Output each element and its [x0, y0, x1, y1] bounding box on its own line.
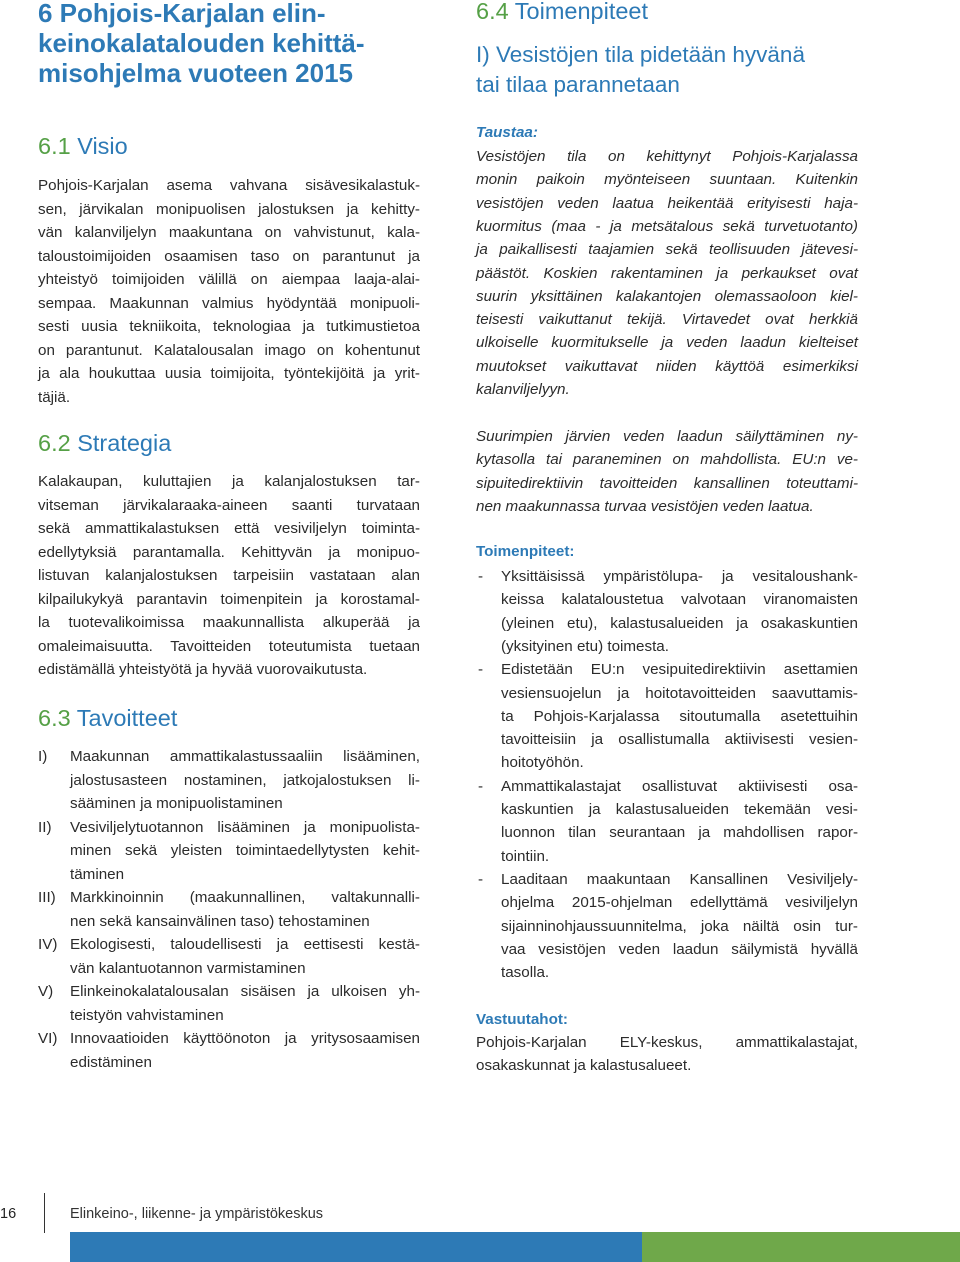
bullet-line: vesiensuojelun ja hoitotavoitteiden saavuttamis-	[501, 684, 858, 702]
taustaa-line: päästöt. Koskien rakentaminen ja perkaukset ovat	[476, 264, 858, 282]
bullet-line: tointiin.	[501, 847, 550, 865]
visio-line: sen, järvikalan monipuolisen jalostuksen ja kehitty-	[38, 200, 420, 218]
bullet-line: Yksittäisissä ympäristölupa- ja vesitaloushank-	[501, 568, 858, 585]
tavoite-line: täminen	[70, 865, 125, 883]
footer-divider	[44, 1193, 45, 1233]
taustaa-line: Vesistöjen tila on kehittynyt Pohjois-Karjalassa	[476, 148, 858, 165]
list-number: VI)	[38, 1030, 58, 1047]
chapter-title-line-1: 6 Pohjois-Karjalan elin-	[38, 0, 326, 28]
visio-line: sempaa. Maakunnan valmius hyödyntää monipuoli-	[38, 294, 420, 312]
strategia-line: vitseman järvikalaraaka-aineen saanti turvataan	[38, 496, 420, 514]
taustaa-line: teisesti vaikuttanut tekijä. Virtavedet ovat herkkiä	[476, 311, 858, 329]
tavoite-line: jalostusasteen nostaminen, jatkojalostuksen li-	[70, 771, 420, 789]
chapter-title-line-3: misohjelma vuoteen 2015	[38, 58, 354, 88]
section-label: Toimenpiteet	[508, 0, 649, 24]
section-label: Tavoitteet	[70, 705, 178, 731]
tavoite-line: teistyön vahvistaminen	[70, 1006, 224, 1024]
bullet-line: Ammattikalastajat osallistuvat aktiivisesti osa-	[501, 777, 858, 795]
section-number: 6.1	[38, 133, 71, 159]
list-number: I)	[38, 748, 48, 765]
visio-line: Pohjois-Karjalan asema vahvana sisävesikalastuk-	[38, 177, 420, 194]
vastuutahot-label: Vastuutahot:	[476, 1011, 568, 1028]
taustaa-line: suurin yksittäinen kalakantojen olemassaoloon kiel-	[476, 287, 858, 305]
visio-line: taloustoimijoiden osaamisen taso on parantunut ja	[38, 247, 420, 265]
section-heading-visio	[38, 133, 128, 160]
tavoite-line: Maakunnan ammattikalastussaaliin lisääminen,	[70, 748, 420, 765]
list-number: III)	[38, 889, 56, 906]
visio-line: sesti uusia tekniikoita, teknologiaa ja tutkimustietoa	[38, 318, 420, 335]
tavoite-line: Elinkeinokalatalousalan sisäisen ja ulkoisen yh-	[70, 983, 420, 1000]
list-number: IV)	[38, 936, 58, 953]
tavoite-line: Vesiviljelytuotannon lisääminen ja monipuolista-	[70, 818, 420, 836]
bullet-line: Laaditaan maakuntaan Kansallinen Vesiviljely-	[501, 870, 858, 888]
tavoite-line: nen sekä kansainvälinen taso) tehostaminen	[70, 912, 370, 930]
bullet-line: hoitotyöhön.	[501, 754, 584, 772]
subheading-line-2: tai tilaa parannetaan	[476, 72, 680, 97]
strategia-line: edellytyksiä parantamalla. Kehittyvän ja monipuo-	[38, 543, 420, 561]
vastuutahot-line: Pohjois-Karjalan ELY-keskus, ammattikalastajat,	[476, 1034, 858, 1051]
tavoite-line: sääminen ja monipuolistaminen	[70, 795, 283, 812]
section-number: 6.4	[476, 0, 509, 24]
bullet-line: tasolla.	[501, 964, 550, 982]
tavoite-line: Ekologisesti, taloudellisesti ja eettisesti kestä-	[70, 936, 420, 953]
bullet-line: sijainninohjaussuunnitelma, joka näiltä osin tur-	[501, 917, 858, 935]
goal-line: kytasolla tai paraneminen on mahdollista. EU:n ve-	[476, 451, 858, 469]
taustaa-line: muutokset vaikuttavat niiden käyttöä esimerkiksi	[476, 357, 858, 375]
strategia-line: kilpailukykyä parantavin toimenpitein ja korostamal-	[38, 590, 420, 608]
tavoite-line: minen sekä yleisten toimintaedellytysten kehit-	[70, 842, 420, 859]
tavoite-line: edistäminen	[70, 1053, 152, 1071]
chapter-title-line-2: keinokalatalouden kehittä-	[38, 28, 365, 58]
section-label: Strategia	[70, 430, 172, 456]
list-number: II)	[38, 818, 52, 836]
goal-line: sipuitedirektiivin tavoitteiden kansallinen toteuttami-	[476, 474, 858, 492]
visio-line: täjiä.	[38, 388, 71, 406]
strategia-line: sekä ammattikalastuksen että vesiviljelyn toiminta-	[38, 520, 420, 537]
visio-line: on parantunut. Kalatalousalan imago on kohentunut	[38, 341, 420, 359]
bullet-dash: -	[478, 568, 484, 585]
taustaa-line: ulkoiselle kuormitukselle ja veden laadun kielteiset	[476, 334, 858, 352]
tavoite-line: Markkinoinnin (maakunnallinen, valtakunnalli-	[70, 889, 420, 906]
bullet-line: Edistetään EU:n vesipuitedirektiivin asettamien	[501, 661, 858, 679]
footer-bar-blue	[70, 1232, 642, 1262]
visio-line: yhteistyö toimijoiden välillä on aiempaa laaja-alai-	[38, 271, 420, 288]
list-number: V)	[38, 983, 54, 1000]
bullet-line: luonnon tilan seurantaan ja mahdollisen rapor-	[501, 824, 858, 842]
bullet-line: kaskuntien ja kalastusalueiden tekemään vesi-	[501, 801, 858, 818]
taustaa-line: ja paikallisesti taajamien sekä teollisuuden jätevesi-	[476, 241, 858, 259]
vastuutahot-line: osakaskunnat ja kalastusalueet.	[476, 1057, 692, 1075]
taustaa-label: Taustaa:	[476, 124, 538, 141]
bullet-dash: -	[478, 777, 484, 795]
goal-line: nen maakunnassa turvaa vesistöjen veden laatua.	[476, 497, 814, 515]
bullet-dash: -	[478, 661, 484, 679]
footer-bar-green	[642, 1232, 960, 1262]
bullet-line: (yleinen etu), kalastusalueiden ja osakaskuntien	[501, 614, 858, 632]
bullet-line: ta Pohjois-Karjalassa sitoutumalla asetettuihin	[501, 707, 858, 725]
strategia-line: listuvan kalanjalostuksen tarpeisiin vastataan alan	[38, 567, 420, 584]
bullet-line: tavoitteisiin ja osallistumalla aktiivisesti vesien-	[501, 731, 858, 749]
strategia-line: edistämällä yhteistyötä ja hyvää vuorovaikutusta.	[38, 661, 368, 678]
section-heading-strategia	[38, 430, 171, 457]
bullet-line: (yksityinen etu) toimesta.	[501, 637, 669, 655]
page-number: 16	[0, 1206, 17, 1222]
section-heading-toimenpiteet	[476, 0, 648, 25]
visio-line: ja ala houkuttaa uusia toimijoita, työntekijöitä ja yrit-	[38, 365, 420, 382]
taustaa-line: kuormitus (maa - ja metsätalous sekä turvetuotanto)	[476, 217, 858, 235]
goal-line: Suurimpien järvien veden laadun säilyttäminen ny-	[476, 428, 858, 445]
bullet-line: ohjelma 2015-ohjelman edellyttämä vesiviljelyn	[501, 894, 858, 912]
toimenpiteet-label: Toimenpiteet:	[476, 543, 575, 560]
tavoite-line: Innovaatioiden käyttöönoton ja yritysosaamisen	[70, 1030, 420, 1047]
bullet-line: keissa kalataloustetua valvotaan viranomaisten	[501, 591, 858, 609]
strategia-line: Kalakaupan, kuluttajien ja kalanjalostuksen tar-	[38, 473, 420, 490]
taustaa-line: monin paikoin myönteiseen suuntaan. Kuitenkin	[476, 171, 858, 189]
bullet-line: vaa vesistöjen veden laadun säilymistä hyvällä	[501, 940, 858, 958]
subheading-line-1: I) Vesistöjen tila pidetään hyvänä	[476, 42, 805, 67]
taustaa-line: vesistöjen veden laatua heikentää erityisesti haja-	[476, 194, 858, 212]
taustaa-line: kalanviljelyyn.	[476, 381, 570, 398]
bullet-dash: -	[478, 870, 484, 888]
tavoite-line: vän kalantuotannon varmistaminen	[70, 959, 306, 977]
section-heading-tavoitteet	[38, 705, 177, 732]
strategia-line: la tuotevalikoimissa maakunnallista alkuperää ja	[38, 614, 420, 631]
section-label: Visio	[70, 133, 128, 159]
visio-line: vän kalanviljelyn maakuntana on vahvistunut, kala-	[38, 224, 420, 241]
footer-publisher: Elinkeino-, liikenne- ja ympäristökeskus	[70, 1206, 324, 1222]
section-number: 6.3	[38, 705, 71, 731]
strategia-line: omaleimaisuutta. Tavoitteiden toteutumista tuetaan	[38, 637, 420, 655]
section-number: 6.2	[38, 430, 71, 456]
